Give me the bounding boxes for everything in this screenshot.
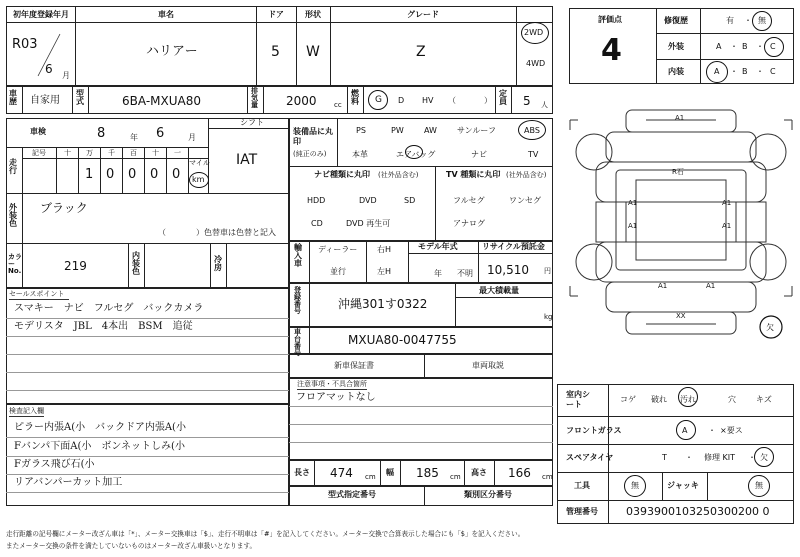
ext-dot-2: ・ [756, 42, 764, 51]
check-line-2: Fバンパ下面A(小 ボンネットしみ(小 [14, 441, 185, 452]
import-dealer: ディーラー [318, 245, 358, 254]
repair-no: 無 [758, 16, 766, 25]
mark-right-fender: A1 [722, 199, 732, 207]
front-glass-label: フロントガラス [566, 426, 622, 435]
fuel-hv: HV [422, 96, 434, 105]
exterior-note-close: ）色替車は色替と記入 [196, 228, 276, 237]
check-line-4: リアバンパーカット加工 [14, 477, 123, 488]
fuel-d: D [398, 96, 405, 105]
drive-4wd: 4WD [526, 59, 546, 68]
equip-leather: 本革 [352, 150, 368, 159]
nav-label: ナビ種類に丸印 [314, 170, 370, 179]
jack-label: ジャッキ [667, 481, 699, 490]
capacity-value: 5 [523, 94, 531, 108]
model-year-unit: 年 [434, 269, 442, 278]
manual-label: 車両取説 [472, 361, 504, 370]
disp-unit: cc [334, 101, 342, 109]
footer-line-2: またメーター交換の条件を満たしていないものはメーター改ざん車扱いとなります。 [6, 542, 257, 550]
reg-era: R03 [12, 37, 38, 52]
ext-grade-b: B [742, 42, 748, 51]
max-load-label: 最大積載量 [479, 286, 519, 295]
drive-2wd: 2WD [524, 28, 544, 37]
recycle-label: リサイクル預託金 [482, 242, 545, 251]
registration-label: 登録番号 [294, 286, 301, 315]
spare-label: スペアタイヤ [566, 453, 614, 462]
repair-label: 修復歴 [664, 16, 688, 25]
model-label: 型式 [76, 89, 84, 106]
spare-dot-1: ・ [685, 453, 693, 462]
tv-sub-label: (社外品含む) [506, 171, 547, 179]
exterior-value: ブラック [40, 201, 88, 215]
notes-label: 注意事項・不具合箇所 [297, 380, 367, 388]
import-label: 輸入車 [294, 243, 302, 268]
nav-hdd: HDD [307, 196, 326, 205]
fuel-paren-open: （ [448, 96, 456, 105]
recycle-value: 10,510 [487, 263, 529, 277]
use-value: 自家用 [30, 95, 60, 106]
sheet-dirt: 汚れ [680, 395, 696, 404]
front-glass-dot: ・ [708, 426, 716, 435]
mileage-digit-5: 0 [172, 167, 181, 182]
ext-grade-a: A [716, 42, 722, 51]
sheet-hole: 穴 [728, 395, 736, 404]
shift-label: シフト [240, 118, 264, 127]
front-glass-a: A [682, 426, 688, 435]
grade-value: Z [416, 44, 426, 60]
capacity-label: 定員 [499, 89, 507, 106]
door-label: ドア [268, 10, 284, 19]
unit-ichi: 一 [174, 149, 181, 157]
warranty-label: 新車保証書 [334, 361, 374, 370]
inspection-month: 6 [156, 126, 165, 141]
recycle-unit: 円 [544, 267, 551, 275]
int-grade-b: B [742, 67, 748, 76]
mark-rear-bumper: XX [676, 312, 686, 320]
spare-missing: 欠 [760, 453, 768, 462]
score-value: 4 [601, 33, 622, 68]
mileage-digit-2: 0 [106, 167, 115, 182]
mileage-record-label: 記号 [32, 149, 46, 157]
shape-value: W [306, 44, 320, 60]
sheet-tear: 破れ [651, 395, 667, 404]
mark-rear-right: A1 [706, 282, 716, 290]
mark-right-door: A1 [722, 222, 732, 230]
docs-block [289, 354, 553, 378]
type-label: 型式指定番号 [328, 490, 376, 499]
class-label: 類別区分番号 [464, 490, 512, 499]
height-unit: cm [542, 473, 553, 481]
ac-label: 冷房 [214, 255, 222, 272]
fuel-label: 燃料 [351, 89, 359, 106]
registration-value: 沖縄301す0322 [338, 297, 428, 311]
tools-value: 無 [631, 481, 639, 490]
fuel-paren-close: ） [484, 96, 492, 105]
door-value: 5 [271, 44, 280, 60]
fuel-g: G [375, 95, 382, 105]
nav-sd: SD [404, 196, 416, 205]
check-line-1: ピラー内張A(小 バックドア内張A(小 [14, 422, 186, 433]
mark-missing: 欠 [766, 323, 774, 332]
km-label: km [192, 175, 205, 184]
equipment-sub-label: (純正のみ) [293, 150, 327, 158]
mark-left-door: A1 [628, 222, 638, 230]
int-grade-a: A [714, 67, 720, 76]
mark-front-bumper: A1 [675, 114, 685, 122]
equip-airbag: エアバッグ [396, 150, 436, 159]
length-label: 長さ [294, 468, 310, 477]
equipment-label: 装備品に丸印 [293, 127, 333, 147]
interior-color-label: 内装色 [132, 251, 140, 276]
ext-label: 外装 [668, 42, 684, 51]
mileage-digit-1: 1 [85, 167, 94, 182]
score-label: 評価点 [598, 15, 622, 24]
sales-label: セールスポイント [9, 291, 69, 300]
unit-man: 万 [86, 149, 93, 157]
model-year-unknown: 不明 [457, 269, 473, 278]
spare-t: T [662, 453, 667, 462]
airbag-circle [405, 145, 423, 159]
equip-sunroof: サンルーフ [457, 126, 496, 135]
int-dot-2: ・ [756, 67, 764, 76]
tv-oneseg: ワンセグ [509, 196, 541, 205]
import-parallel: 並行 [330, 267, 346, 276]
int-dot-1: ・ [730, 67, 738, 76]
equip-ps: PS [356, 126, 366, 135]
sheet-scratch: キズ [756, 395, 772, 404]
front-glass-replace: ×要ス [720, 426, 743, 435]
mark-rear-left: A1 [658, 282, 668, 290]
notes-value: フロアマットなし [296, 392, 376, 403]
shape-label: 形状 [305, 10, 321, 19]
unit-ju: 十 [152, 149, 159, 157]
sales-line-1: スマキー ナビ フルセグ バックカメラ [14, 303, 204, 314]
unit-ju-man: 十 [64, 149, 71, 157]
car-name-value: ハリアー [146, 44, 198, 59]
unit-hyaku: 百 [130, 149, 137, 157]
jack-value: 無 [755, 481, 763, 490]
color-code-value: 219 [64, 259, 87, 273]
unit-sen: 千 [108, 149, 115, 157]
check-block [6, 404, 289, 506]
height-label: 高さ [471, 468, 487, 477]
mark-left-fender: A1 [628, 199, 638, 207]
repair-yes: 有 [726, 16, 734, 25]
max-load-unit: kg [544, 313, 553, 321]
sheet-burn: コゲ [620, 395, 636, 404]
nav-dvd-play: DVD 再生可 [346, 219, 391, 228]
footer-line-1: 走行距離の記号欄にメーター改ざん車は「*」、メーター交換車は「$」、走行不明車は「#」を記入してください。メーター交換で合算表示した場合にも「$」を記入ください。 [6, 530, 525, 538]
sales-line-2: モデリスタ JBL 4本出 BSM 追従 [14, 321, 193, 332]
chassis-label: 車台番号 [294, 328, 301, 357]
length-value: 474 [330, 466, 353, 480]
exterior-label: 外装色 [9, 203, 17, 228]
import-left-h: 左H [377, 267, 392, 276]
width-label: 幅 [386, 468, 394, 477]
use-label: 車歴 [9, 89, 17, 106]
capacity-unit: 人 [541, 101, 548, 109]
mileage-digit-3: 0 [128, 167, 137, 182]
equip-pw: PW [391, 126, 404, 135]
month-unit: 月 [62, 71, 70, 80]
width-unit: cm [450, 473, 461, 481]
nav-dvd: DVD [359, 196, 377, 205]
tv-label: TV 種類に丸印 [446, 170, 501, 179]
shift-value: IAT [236, 152, 258, 168]
nav-sub-label: (社外品含む) [378, 171, 419, 179]
inspection-label: 車検 [30, 127, 46, 136]
equip-abs: ABS [524, 126, 540, 135]
inspection-year: 8 [97, 126, 106, 141]
grade-label: グレード [407, 10, 439, 19]
spare-dot-2: ・ [748, 453, 756, 462]
color-code-label: カラーNo. [8, 253, 22, 275]
height-value: 166 [508, 466, 531, 480]
disp-value: 2000 [286, 94, 317, 108]
length-unit: cm [365, 473, 376, 481]
inspection-month-unit: 月 [188, 133, 196, 142]
interior-sheet-label: 室内シート [566, 390, 590, 410]
width-value: 185 [416, 466, 439, 480]
repair-dot: ・ [744, 16, 752, 25]
notes-block [289, 378, 553, 460]
mark-windshield: R石 [672, 168, 684, 176]
tv-fullseg: フルセグ [453, 196, 485, 205]
reg-year-label: 初年度登録年月 [13, 10, 69, 19]
mileage-label: 走行 [9, 158, 17, 175]
exterior-note-open: （ [158, 228, 166, 237]
spare-kit: 修理 KIT [704, 453, 736, 462]
mgmt-label: 管理番号 [566, 507, 598, 516]
int-label: 内装 [668, 67, 684, 76]
tools-label: 工具 [574, 481, 590, 490]
car-damage-diagram [566, 100, 796, 370]
equip-tv: TV [528, 150, 539, 159]
equip-navi: ナビ [471, 150, 487, 159]
mileage-digit-4: 0 [150, 167, 159, 182]
ext-grade-c: C [770, 42, 776, 51]
reg-month: 6 [45, 62, 53, 76]
chassis-value: MXUA80-0047755 [348, 333, 457, 347]
inspection-year-unit: 年 [130, 133, 138, 142]
check-line-3: Fガラス飛び石(小 [14, 459, 95, 470]
disp-label: 排気量 [251, 87, 258, 109]
equip-aw: AW [424, 126, 437, 135]
int-grade-c: C [770, 67, 776, 76]
mgmt-value: 0393900103250300200 0 [626, 505, 770, 518]
tv-analog: アナログ [453, 219, 485, 228]
import-right-h: 右H [377, 245, 392, 254]
model-value: 6BA-MXUA80 [122, 94, 201, 108]
model-year-label: モデル年式 [418, 242, 458, 251]
mile-label: マイル [189, 159, 210, 167]
ext-dot-1: ・ [730, 42, 738, 51]
nav-cd: CD [311, 219, 323, 228]
check-label: 検査記入欄 [9, 407, 44, 415]
car-name-label: 車名 [158, 10, 174, 19]
